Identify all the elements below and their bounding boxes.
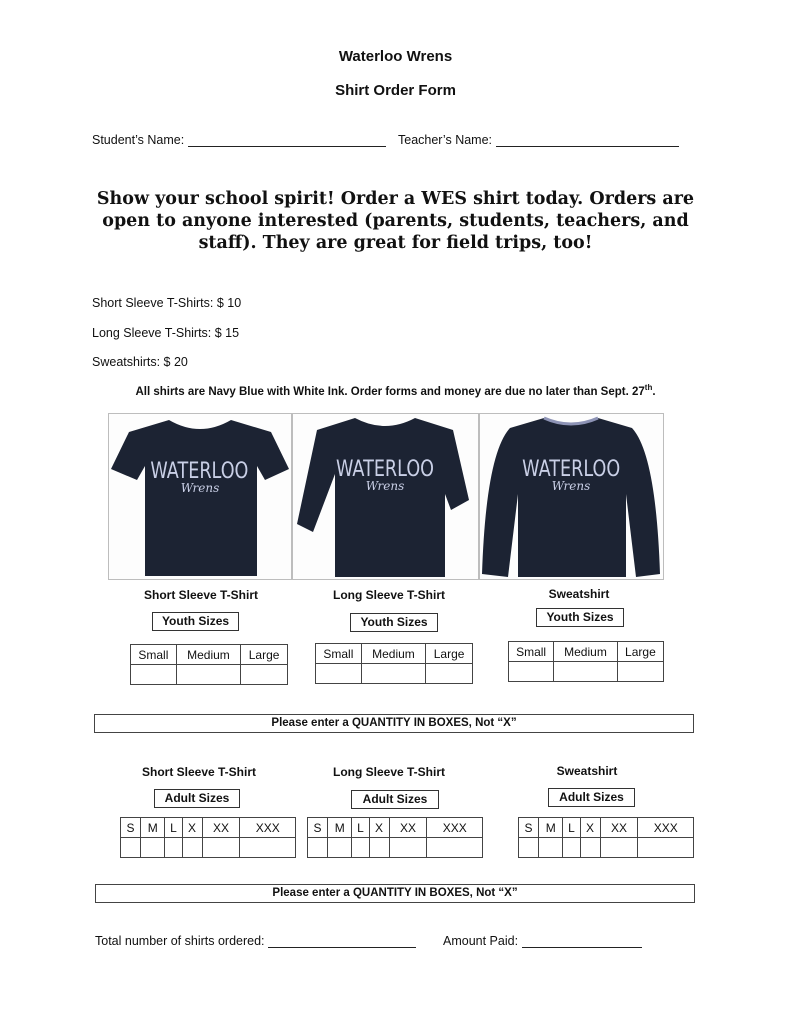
price-short-sleeve: Short Sleeve T-Shirts: $ 10	[92, 296, 242, 310]
youth-short-sleeve-heading: Short Sleeve T-Shirt	[143, 588, 259, 602]
qty-cell[interactable]	[328, 838, 352, 858]
size-header: XXX	[638, 818, 694, 838]
size-header: M	[141, 818, 165, 838]
quantity-banner-youth: Please enter a QUANTITY IN BOXES, Not “X”	[94, 714, 694, 733]
qty-cell[interactable]	[617, 662, 663, 682]
form-title: Shirt Order Form	[335, 82, 456, 99]
print-line2: Wrens	[365, 479, 405, 493]
teacher-name-field[interactable]	[398, 133, 679, 147]
qty-cell[interactable]	[427, 838, 483, 858]
size-header: X	[369, 818, 389, 838]
youth-sizes-label-1: Youth Sizes	[152, 612, 239, 631]
size-header: X	[182, 818, 202, 838]
qty-cell[interactable]	[389, 838, 427, 858]
note-end: .	[652, 385, 656, 398]
size-header: Small	[316, 644, 362, 664]
size-header: XX	[202, 818, 240, 838]
size-header: XX	[600, 818, 638, 838]
adult-short-sleeve-table	[120, 817, 296, 858]
qty-cell[interactable]	[519, 838, 539, 858]
short-sleeve-shirt-image	[109, 414, 291, 579]
youth-sweatshirt-table	[508, 641, 664, 682]
size-header: L	[165, 818, 182, 838]
color-due-note	[0, 383, 791, 398]
print-line1: WATERLOO	[150, 458, 249, 484]
school-title: Waterloo Wrens	[338, 48, 453, 65]
adult-sizes-label-2: Adult Sizes	[351, 790, 439, 809]
student-name-line[interactable]	[188, 133, 386, 147]
print-line2: Wrens	[551, 479, 591, 493]
qty-cell[interactable]	[316, 664, 362, 684]
size-header: XXX	[427, 818, 483, 838]
student-name-label: Student’s Name:	[92, 133, 185, 147]
total-shirts-label: Total number of shirts ordered:	[95, 934, 265, 948]
size-header: S	[519, 818, 539, 838]
size-header: Large	[617, 642, 663, 662]
long-sleeve-photo	[292, 413, 479, 580]
size-header: X	[580, 818, 600, 838]
qty-cell[interactable]	[554, 662, 618, 682]
teacher-name-line[interactable]	[496, 133, 679, 147]
sweatshirt-photo	[479, 413, 664, 580]
qty-cell[interactable]	[131, 665, 177, 685]
youth-short-sleeve-table	[130, 644, 288, 685]
size-header: S	[308, 818, 328, 838]
long-sleeve-shirt-image	[293, 414, 478, 579]
size-header: XXX	[240, 818, 296, 838]
print-line1: WATERLOO	[335, 456, 435, 482]
size-header: Small	[131, 645, 177, 665]
quantity-banner-adult: Please enter a QUANTITY IN BOXES, Not “X”	[95, 884, 695, 903]
size-header: XX	[389, 818, 427, 838]
note-suffix: th	[644, 383, 653, 392]
qty-cell[interactable]	[638, 838, 694, 858]
size-header: Medium	[554, 642, 618, 662]
print-line2: Wrens	[180, 481, 220, 495]
qty-cell[interactable]	[509, 662, 554, 682]
qty-cell[interactable]	[361, 664, 425, 684]
amount-paid-label: Amount Paid:	[443, 934, 519, 948]
adult-sweatshirt-table	[518, 817, 694, 858]
student-name-field[interactable]	[92, 133, 386, 147]
qty-cell[interactable]	[539, 838, 563, 858]
teacher-name-label: Teacher’s Name:	[398, 133, 493, 147]
adult-sizes-label-1: Adult Sizes	[154, 789, 240, 808]
adult-sweatshirt-heading: Sweatshirt	[556, 764, 618, 778]
size-header: L	[563, 818, 580, 838]
size-header: Small	[509, 642, 554, 662]
qty-cell[interactable]	[600, 838, 638, 858]
price-long-sleeve: Long Sleeve T-Shirts: $ 15	[92, 326, 240, 340]
qty-cell[interactable]	[352, 838, 369, 858]
qty-cell[interactable]	[121, 838, 141, 858]
qty-cell[interactable]	[141, 838, 165, 858]
youth-sweatshirt-heading: Sweatshirt	[548, 587, 610, 601]
size-header: S	[121, 818, 141, 838]
youth-sizes-label-2: Youth Sizes	[350, 613, 438, 632]
qty-cell[interactable]	[165, 838, 182, 858]
adult-short-sleeve-heading: Short Sleeve T-Shirt	[141, 765, 257, 779]
youth-long-sleeve-heading: Long Sleeve T-Shirt	[332, 588, 446, 602]
qty-cell[interactable]	[563, 838, 580, 858]
qty-cell[interactable]	[182, 838, 202, 858]
qty-cell[interactable]	[241, 665, 288, 685]
size-header: M	[539, 818, 563, 838]
size-header: L	[352, 818, 369, 838]
size-header: Large	[241, 645, 288, 665]
youth-long-sleeve-table	[315, 643, 473, 684]
adult-long-sleeve-table	[307, 817, 483, 858]
short-sleeve-photo	[108, 413, 292, 580]
sweatshirt-image	[480, 414, 663, 579]
note-text: All shirts are Navy Blue with White Ink. Order forms and money are due no later than Sept. 27	[135, 385, 645, 398]
qty-cell[interactable]	[426, 664, 473, 684]
amount-paid-field[interactable]	[443, 934, 642, 948]
total-shirts-field[interactable]	[95, 934, 416, 948]
qty-cell[interactable]	[369, 838, 389, 858]
size-header: Large	[426, 644, 473, 664]
size-header: Medium	[176, 645, 240, 665]
qty-cell[interactable]	[308, 838, 328, 858]
print-line1: WATERLOO	[522, 456, 621, 482]
qty-cell[interactable]	[580, 838, 600, 858]
qty-cell[interactable]	[176, 665, 240, 685]
adult-long-sleeve-heading: Long Sleeve T-Shirt	[332, 765, 446, 779]
size-header: M	[328, 818, 352, 838]
price-sweatshirt: Sweatshirts: $ 20	[92, 355, 188, 369]
size-header: Medium	[361, 644, 425, 664]
amount-paid-line[interactable]	[522, 934, 642, 948]
qty-cell[interactable]	[240, 838, 296, 858]
qty-cell[interactable]	[202, 838, 240, 858]
youth-sizes-label-3: Youth Sizes	[536, 608, 624, 627]
adult-sizes-label-3: Adult Sizes	[548, 788, 635, 807]
total-shirts-line[interactable]	[268, 934, 416, 948]
school-spirit-paragraph: Show your school spirit! Order a WES shirt today. Orders are open to anyone interested (parents, students, teachers, and staff). They are great for field trips, too!	[96, 189, 695, 253]
